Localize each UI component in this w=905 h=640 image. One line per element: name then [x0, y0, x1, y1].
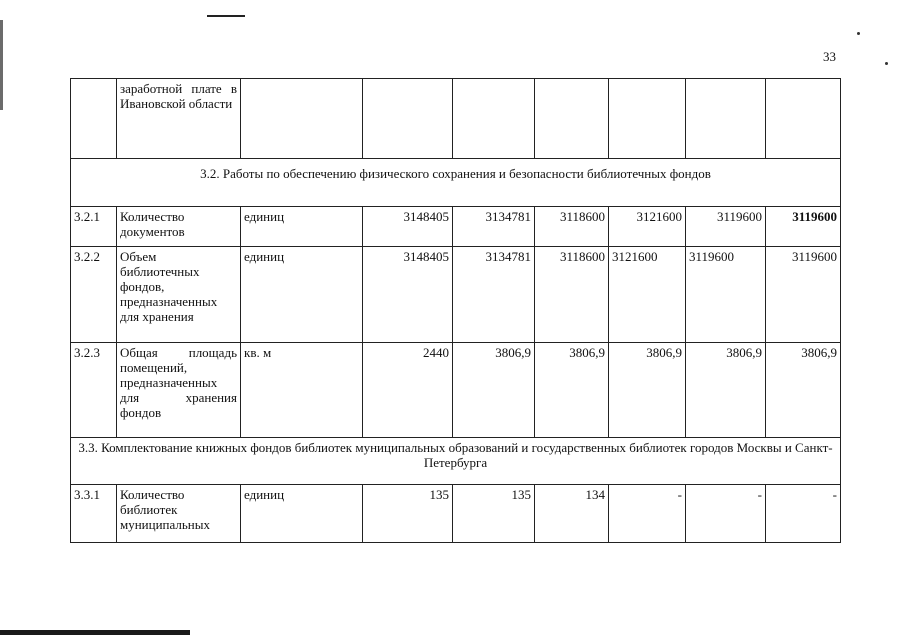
row-value: 3118600: [535, 207, 609, 247]
section-title: 3.3. Комплектование книжных фондов библиотек муниципальных образований и государственных библиотек городов Москвы и Санкт-Петербурга: [71, 438, 841, 485]
table-row: [71, 207, 841, 247]
row-value: -: [766, 485, 841, 543]
row-value: 134: [535, 485, 609, 543]
row-value: -: [609, 485, 686, 543]
row-name: Количество библиотек муниципальных: [117, 485, 241, 543]
table-row: [71, 247, 841, 343]
row-value: -: [686, 485, 766, 543]
row-unit: единиц: [241, 485, 363, 543]
indicators-table: [70, 78, 841, 543]
row-name: Объем библиотечных фондов, предназначенных для хранения: [117, 247, 241, 343]
row-value: 3119600: [686, 247, 766, 343]
row-value: 3148405: [363, 207, 453, 247]
scan-mark: [207, 15, 245, 17]
row-value: 135: [363, 485, 453, 543]
row-code: [71, 79, 117, 159]
row-unit: единиц: [241, 247, 363, 343]
table-row: [71, 343, 841, 438]
row-value: 3121600: [609, 207, 686, 247]
row-value: 3119600: [686, 207, 766, 247]
row-value: 3806,9: [686, 343, 766, 438]
row-code: 3.2.2: [71, 247, 117, 343]
section-row: [71, 438, 841, 485]
row-value: 3119600: [766, 247, 841, 343]
page-number: 33: [823, 49, 836, 64]
row-unit: [241, 79, 363, 159]
row-value: [766, 79, 841, 159]
row-value: [609, 79, 686, 159]
row-name: заработной плате в Ивановской области: [117, 79, 241, 159]
row-value: 3806,9: [609, 343, 686, 438]
row-unit: кв. м: [241, 343, 363, 438]
row-value: [686, 79, 766, 159]
section-row: [71, 159, 841, 207]
table-row: [71, 485, 841, 543]
row-value: 3134781: [453, 247, 535, 343]
row-value: 3119600: [766, 207, 841, 247]
scan-edge: [0, 20, 3, 110]
row-value: 135: [453, 485, 535, 543]
scan-speck: [857, 32, 860, 35]
row-value: 3806,9: [453, 343, 535, 438]
row-value: 3148405: [363, 247, 453, 343]
row-value: [363, 79, 453, 159]
row-unit: единиц: [241, 207, 363, 247]
scan-speck: [885, 62, 888, 65]
row-value: 3806,9: [535, 343, 609, 438]
row-code: 3.3.1: [71, 485, 117, 543]
row-code: 3.2.3: [71, 343, 117, 438]
section-title: 3.2. Работы по обеспечению физического сохранения и безопасности библиотечных фондов: [71, 159, 841, 207]
table-row: [71, 79, 841, 159]
row-value: 3121600: [609, 247, 686, 343]
row-value: [535, 79, 609, 159]
row-value: 3118600: [535, 247, 609, 343]
scan-bar: [0, 630, 190, 635]
row-code: 3.2.1: [71, 207, 117, 247]
row-value: 3134781: [453, 207, 535, 247]
row-value: [453, 79, 535, 159]
row-name: Общая площадь помещений, предназначенных для хранения фондов: [117, 343, 241, 438]
row-value: 2440: [363, 343, 453, 438]
row-value: 3806,9: [766, 343, 841, 438]
row-name: Количество документов: [117, 207, 241, 247]
